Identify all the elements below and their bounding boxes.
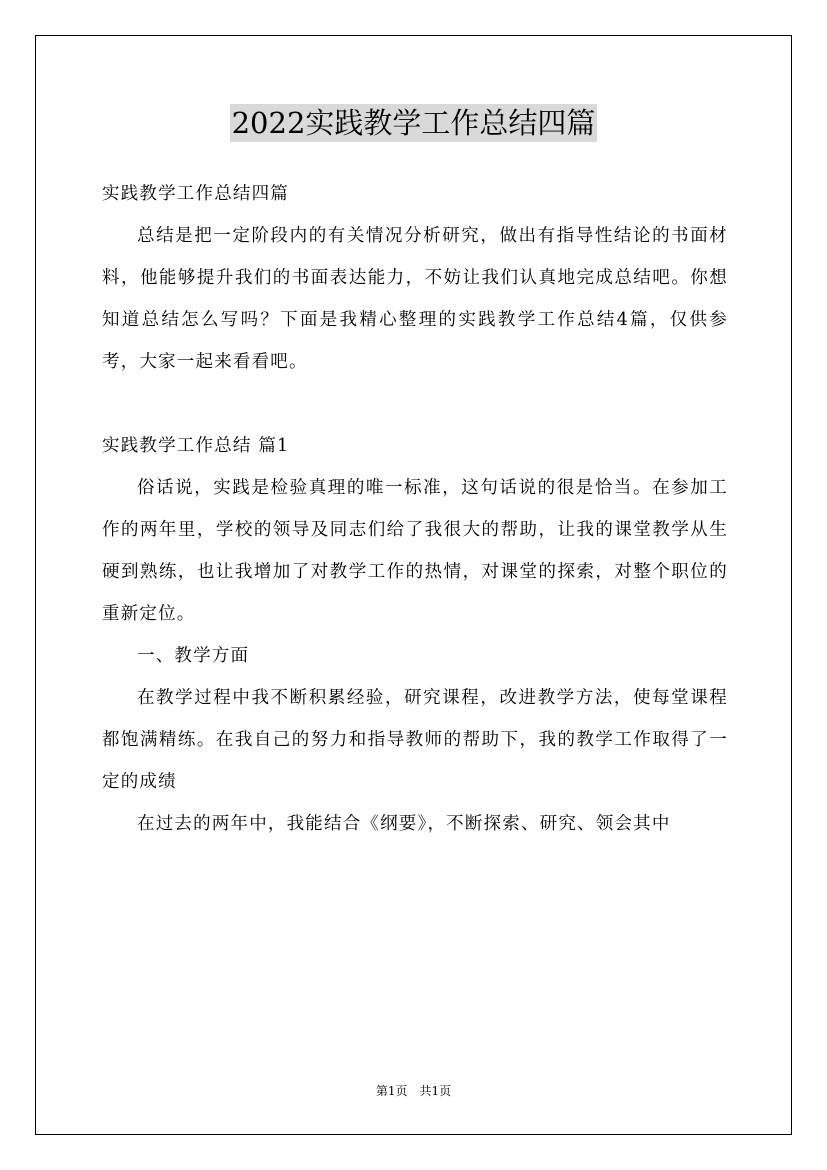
page-number: 第1页 [375,1084,408,1098]
intro-paragraph: 总结是把一定阶段内的有关情况分析研究，做出有指导性结论的书面材料，他能够提升我们的书面表达能力，不妨让我们认真地完成总结吧。你想知道总结怎么写吗？下面是我精心整理的实践教学工作总结4篇，仅供参考，大家一起来看看吧。 [102,226,728,372]
document-title: 2022实践教学工作总结四篇 [231,106,596,140]
sub-heading: 一、教学方面 [137,646,250,666]
body-paragraph: 在过去的两年中，我能结合《纲要》，不断探索、研究、领会其中 [137,814,671,834]
body-paragraph: 俗话说，实践是检验真理的唯一标准，这句话说的很是恰当。在参加工作的两年里，学校的领导及同志们给了我很大的帮助，让我的课堂教学从生硬到熟练，也让我增加了对教学工作的热情，对课堂的探索，对整个职位的重新定位。 [102,478,728,624]
page-footer [0,1082,827,1099]
page-total: 共1页 [419,1084,452,1098]
body-paragraph: 在教学过程中我不断积累经验，研究课程，改进教学方法，使每堂课程都饱满精练。在我自己的努力和指导教师的帮助下，我的教学工作取得了一定的成绩 [102,688,728,792]
paragraph-spacer [102,383,728,425]
title-container [0,104,827,142]
section-heading: 实践教学工作总结 篇1 [102,436,290,456]
document-subtitle: 实践教学工作总结四篇 [102,184,289,204]
document-body [102,173,728,845]
